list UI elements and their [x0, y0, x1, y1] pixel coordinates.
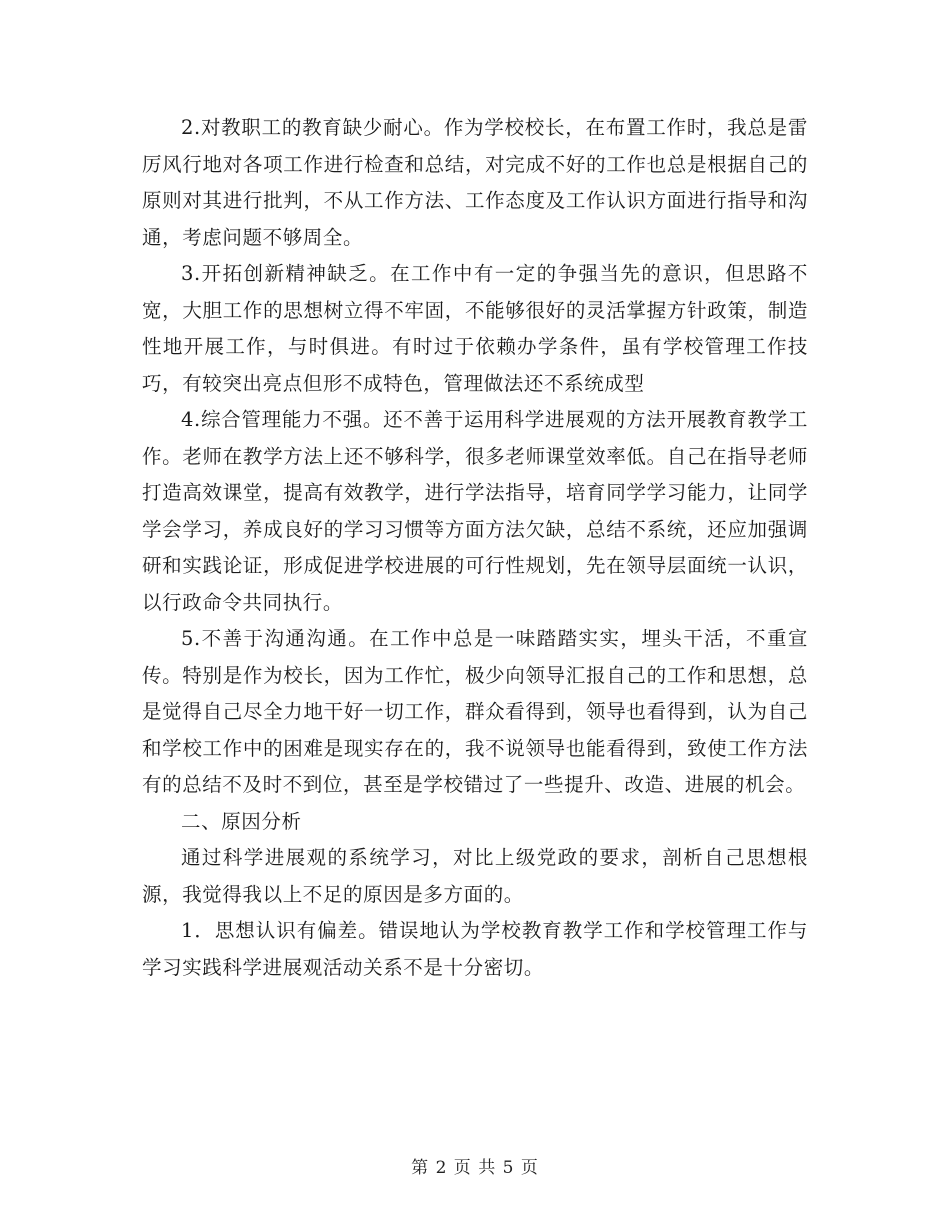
paragraph-intro: 通过科学进展观的系统学习，对比上级党政的要求，剖析自己思想根源，我觉得我以上不足的原因是多方面的。: [142, 846, 808, 906]
paragraph-item-5: 5.不善于沟通沟通。在工作中总是一味踏踏实实，埋头干活，不重宣传。特别是作为校长，因为工作忙，极少向领导汇报自己的工作和思想，总是觉得自己尽全力地干好一切工作，群众看得到，领导也看得到，认为自己和学校工作中的困难是现实存在的，我不说领导也能看得到，致使工作方法有的总结不及时不到位，甚至是学校错过了一些提升、改造、进展的机会。: [142, 627, 808, 796]
page-number-footer: 第 2 页 共 5 页: [411, 1158, 539, 1178]
paragraph-item-4: 4.综合管理能力不强。还不善于运用科学进展观的方法开展教育教学工作。老师在教学方法上还不够科学，很多老师课堂效率低。自己在指导老师打造高效课堂，提高有效教学，进行学法指导，培育同学学习能力，让同学学会学习，养成良好的学习习惯等方面方法欠缺，总结不系统，还应加强调研和实践论证，形成促进学校进展的可行性规划，先在领导层面统一认识，以行政命令共同执行。: [142, 408, 808, 614]
document-body: [142, 110, 808, 986]
paragraph-item-2: 2.对教职工的教育缺少耐心。作为学校校长，在布置工作时，我总是雷厉风行地对各项工作进行检查和总结，对完成不好的工作也总是根据自己的原则对其进行批判，不从工作方法、工作态度及工作认识方面进行指导和沟通，考虑问题不够周全。: [142, 116, 808, 249]
paragraph-reason-1: 1．思想认识有偏差。错误地认为学校教育教学工作和学校管理工作与学习实践科学进展观活动关系不是十分密切。: [142, 919, 808, 979]
paragraph-item-3: 3.开拓创新精神缺乏。在工作中有一定的争强当先的意识，但思路不宽，大胆工作的思想树立得不牢固，不能够很好的灵活掌握方针政策，制造性地开展工作，与时俱进。有时过于依赖办学条件，虽有学校管理工作技巧，有较突出亮点但形不成特色，管理做法还不系统成型: [142, 262, 808, 395]
section-heading: 二、原因分析: [181, 809, 302, 833]
